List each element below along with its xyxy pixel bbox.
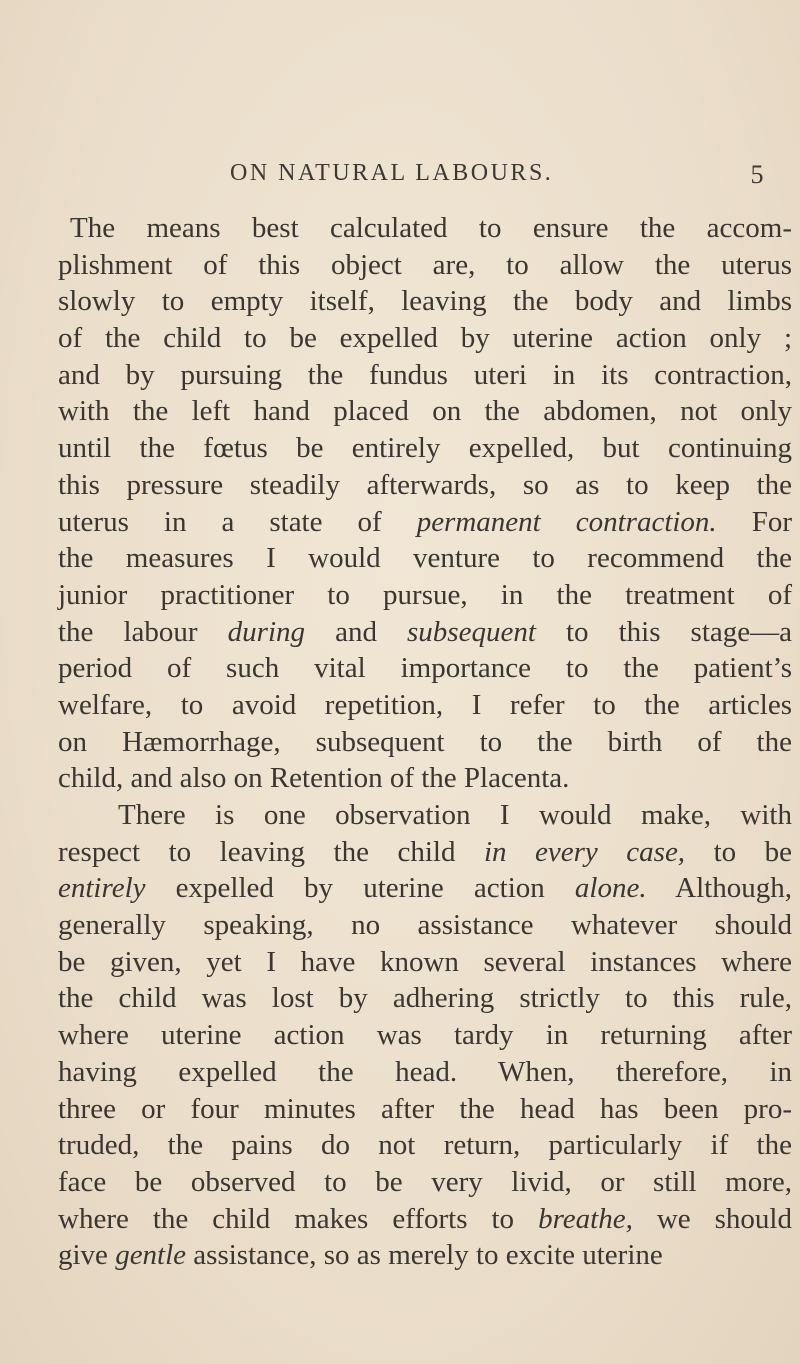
text-line (58, 577, 792, 614)
text-segment: uterus in a state of (58, 505, 417, 538)
text-segment: we should (632, 1202, 792, 1235)
text-segment: child, and also on Retention of the Placenta. (58, 762, 570, 795)
text-segment: welfare, to avoid repetition, I refer to the articles (58, 688, 792, 721)
text-segment: three or four minutes after the head has been pro- (58, 1092, 792, 1125)
text-segment: There is one observation I would make, with (118, 799, 792, 831)
text-line (58, 980, 792, 1017)
text-line (58, 430, 792, 467)
text-line (58, 320, 792, 357)
text-segment: assistance, so as merely to excite uterine (186, 1239, 663, 1272)
page-number: 5 (750, 160, 766, 189)
text-segment: face be observed to be very livid, or still more, (58, 1165, 792, 1198)
text-line (58, 724, 792, 761)
text-line (58, 1201, 792, 1238)
text-line (58, 760, 792, 797)
text-segment: junior practitioner to pursue, in the treatment of (58, 578, 792, 611)
running-head-title: ON NATURAL LABOURS. (230, 160, 554, 186)
text-segment: the labour (58, 615, 228, 648)
text-line (58, 1127, 792, 1164)
text-segment: For (716, 505, 792, 538)
text-segment: truded, the pains do not return, particularly if the (58, 1129, 792, 1162)
text-segment: the child was lost by adhering strictly to this rule, (58, 982, 792, 1015)
text-line (58, 357, 792, 394)
text-segment: until the fœtus be entirely expelled, but continuing (58, 432, 792, 465)
text-line (58, 540, 792, 577)
text-segment: alone. (574, 872, 647, 905)
text-segment: during (227, 615, 305, 648)
text-segment: where uterine action was tardy in returning after (58, 1019, 792, 1052)
text-line (58, 504, 792, 541)
text-line (58, 1164, 792, 1201)
text-segment: on Hæmorrhage, subsequent to the birth of the (58, 725, 792, 758)
text-segment: slowly to empty itself, leaving the body and limbs (58, 285, 792, 318)
text-segment: breathe, (538, 1202, 633, 1235)
text-line (58, 650, 792, 687)
text-segment: the measures I would venture to recommend the (58, 542, 792, 575)
text-line (58, 393, 792, 430)
text-segment: where the child makes efforts to (58, 1202, 539, 1235)
text-line (58, 687, 792, 724)
text-segment: generally speaking, no assistance whatever should (58, 909, 792, 942)
text-line (58, 944, 792, 981)
text-segment: with the left hand placed on the abdomen, not only (58, 395, 792, 428)
running-head (230, 160, 790, 192)
text-segment: respect to leaving the child (58, 835, 484, 868)
text-segment: to be (685, 835, 792, 868)
text-segment: of the child to be expelled by uterine action only ; (58, 322, 792, 355)
text-segment: be given, yet I have known several instances where (58, 945, 792, 978)
text-line (58, 797, 792, 834)
text-line (58, 907, 792, 944)
text-segment: to this stage—a (535, 615, 793, 648)
text-segment: expelled by uterine action (145, 872, 575, 905)
text-segment: plishment of this object are, to allow the uterus (58, 248, 792, 281)
text-line (58, 1091, 792, 1128)
text-line (58, 467, 792, 504)
text-segment: subsequent (407, 615, 536, 648)
text-line (58, 1237, 792, 1274)
text-segment: and (305, 615, 408, 648)
text-line (58, 834, 792, 871)
text-segment: The means best calculated to ensure the accom- (70, 212, 792, 244)
text-segment: Although, (646, 872, 792, 905)
text-segment: in every case, (483, 835, 686, 868)
text-segment: and by pursuing the fundus uteri in its contraction, (58, 358, 792, 391)
text-line (58, 247, 792, 284)
text-segment: this pressure steadily afterwards, so as to keep the (58, 468, 792, 501)
body-text (58, 210, 792, 1274)
text-segment: give (58, 1239, 116, 1272)
text-segment: entirely (58, 872, 146, 905)
text-segment: having expelled the head. When, therefore, in (58, 1055, 792, 1088)
text-segment: period of such vital importance to the patient’s (58, 652, 792, 685)
text-line (58, 614, 792, 651)
text-line (58, 870, 792, 907)
text-line (58, 1054, 792, 1091)
text-line (58, 210, 792, 247)
text-segment: permanent contraction. (416, 505, 717, 538)
text-segment: gentle (115, 1239, 187, 1272)
text-line (58, 1017, 792, 1054)
text-line (58, 283, 792, 320)
